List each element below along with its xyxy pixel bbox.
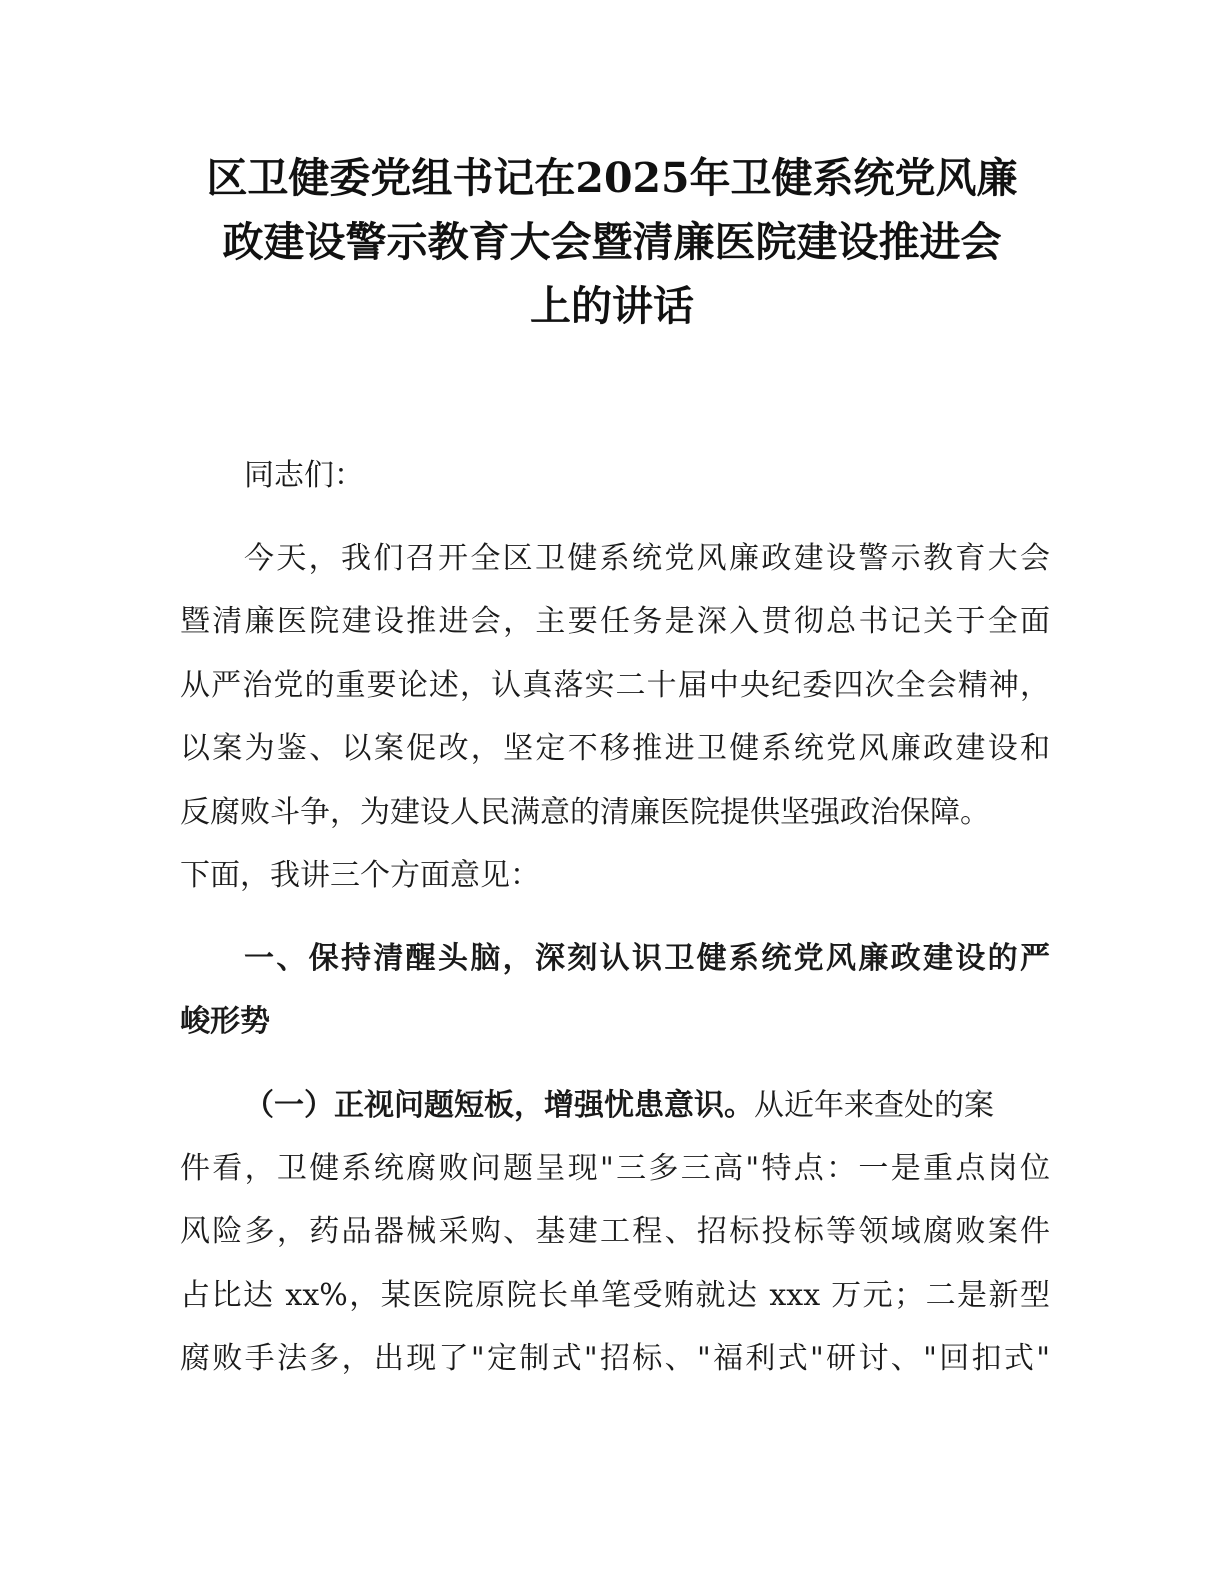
subsection-1-first-line-text: 从近年来查处的案 — [754, 1088, 994, 1123]
subsection-1-heading: （一）正视问题短板，增强忧患意识。 — [244, 1088, 754, 1123]
subsection-1-line-3: 风险多，药品器械采购、基建工程、招标投标等领域腐败案件 — [180, 1214, 1050, 1249]
subsection-1-line-2: 件看，卫健系统腐败问题呈现"三多三高"特点：一是重点岗位 — [180, 1151, 1050, 1186]
section-1-heading-line-1: 一、保持清醒头脑，深刻认识卫健系统党风廉政建设的严 — [244, 941, 1050, 976]
subsection-1-line-5: 腐败手法多，出现了"定制式"招标、"福利式"研讨、"回扣式" — [180, 1341, 1050, 1376]
document-title — [150, 146, 1074, 338]
title-line-2: 政建设警示教育大会暨清廉医院建设推进会 — [222, 218, 1002, 266]
intro-line-5: 反腐败斗争，为建设人民满意的清廉医院提供坚强政治保障。 — [180, 795, 990, 830]
intro-line-6: 下面，我讲三个方面意见： — [180, 858, 540, 893]
subsection-1-line-4: 占比达 xx%，某医院原院长单笔受贿就达 xxx 万元；二是新型 — [180, 1278, 1050, 1313]
intro-line-2: 暨清廉医院建设推进会，主要任务是深入贯彻总书记关于全面 — [180, 604, 1050, 639]
section-1-heading-line-2: 峻形势 — [180, 1004, 270, 1039]
subsection-1-first-line — [244, 1086, 994, 1126]
title-line-1: 区卫健委党组书记在2025年卫健系统党风廉 — [206, 154, 1018, 202]
intro-line-3: 从严治党的重要论述，认真落实二十届中央纪委四次全会精神， — [180, 668, 1050, 703]
title-line-3: 上的讲话 — [530, 282, 694, 330]
intro-line-1: 今天，我们召开全区卫健系统党风廉政建设警示教育大会 — [244, 541, 1050, 576]
salutation: 同志们： — [244, 458, 364, 493]
intro-line-4: 以案为鉴、以案促改，坚定不移推进卫健系统党风廉政建设和 — [180, 731, 1050, 766]
